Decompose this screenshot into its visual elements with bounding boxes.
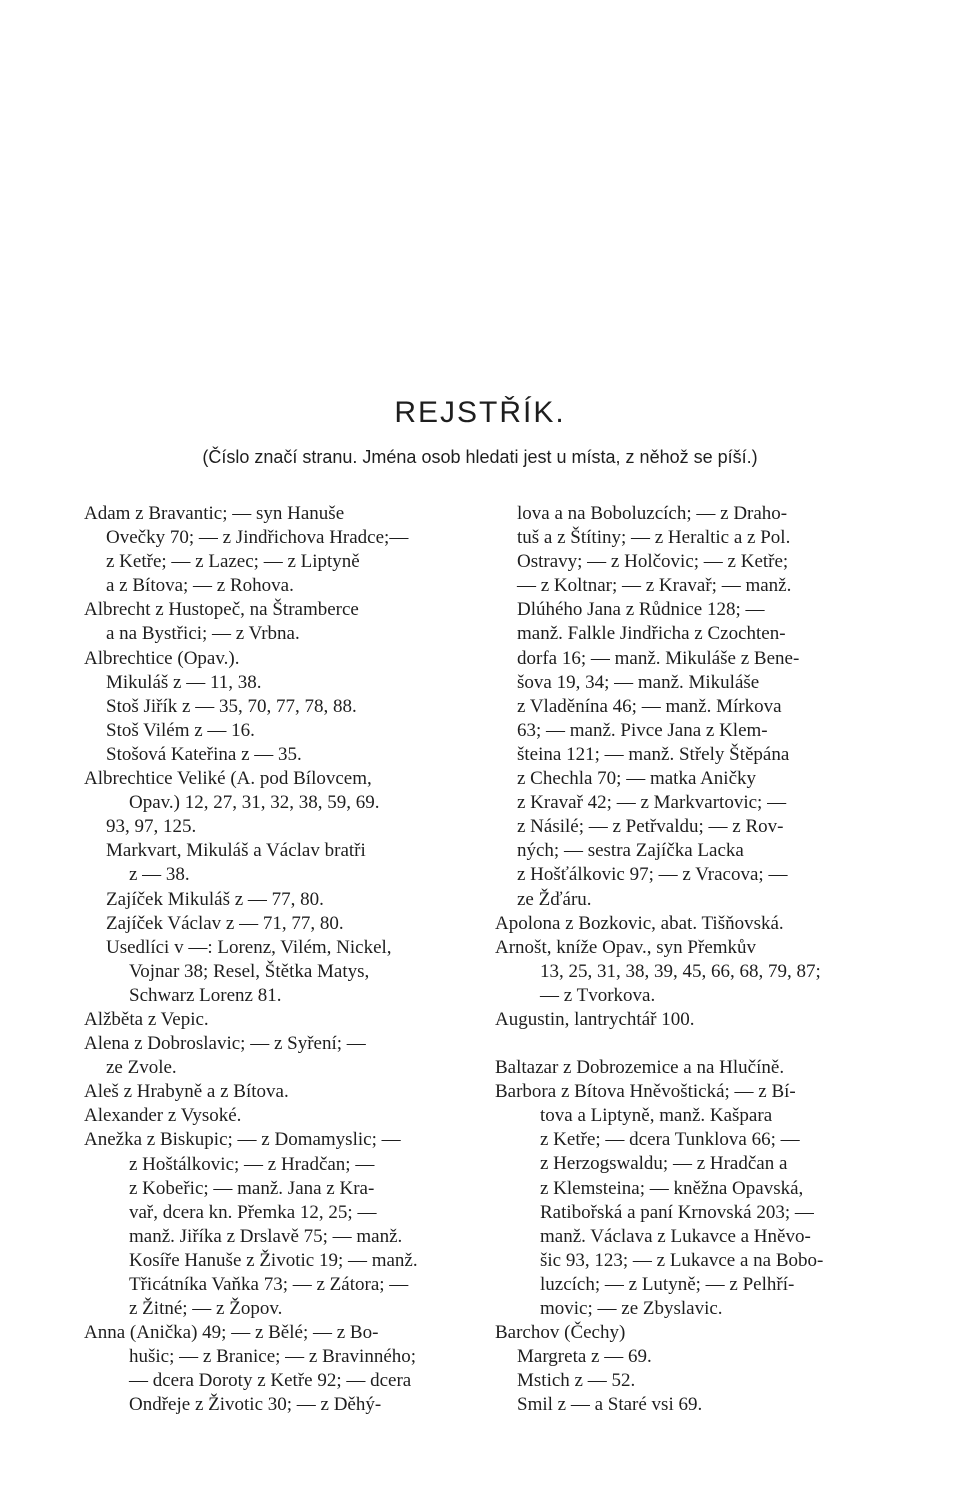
index-entry-continuation: Kosíře Hanuše z Životic 19; — manž. <box>129 1249 418 1271</box>
index-entry-continuation: z Hošťálkovic 97; — z Vracova; — <box>517 864 788 886</box>
index-entry-continuation: z Chechla 70; — matka Aničky <box>517 768 757 790</box>
index-entry-line: Barchov (Čechy) <box>495 1322 626 1344</box>
index-entry-continuation: lova a na Boboluzcích; — z Draho- <box>517 503 788 524</box>
index-entry-continuation: movic; — ze Zbyslavic. <box>540 1298 723 1319</box>
index-entry-continuation: manž. Jiříka z Drslavě 75; — manž. <box>129 1225 403 1247</box>
index-entry-continuation: tuš a z Štítiny; — z Heraltic a z Pol. <box>517 527 791 549</box>
index-entry-continuation: luzcích; — z Lutyně; — z Pelhří- <box>540 1273 795 1295</box>
index-entry-continuation: ze Zvole. <box>106 1057 177 1079</box>
index-entry-line: Augustin, lantrychtář 100. <box>495 1008 695 1030</box>
index-entry-line: Albrecht z Hustopeč, na Štramberce <box>84 599 359 621</box>
index-entry-continuation: z Násilé; — z Petřvaldu; — z Rov- <box>517 816 784 838</box>
index-entry-continuation: šteina 121; — manž. Střely Štěpána <box>517 743 790 765</box>
index-entry-line: Aleš z Hrabyně a z Bítova. <box>84 1081 289 1103</box>
index-entry-continuation: Zajíček Václav z — 71, 77, 80. <box>106 912 344 934</box>
index-entry-line <box>495 1032 877 1056</box>
index-entry-line: Alexander z Vysoké. <box>84 1105 242 1127</box>
index-entry-line: Alena z Dobroslavic; — z Syření; — <box>84 1033 366 1055</box>
index-entry-continuation: šova 19, 34; — manž. Mikuláše <box>517 671 760 693</box>
index-entry-continuation: z Kobeřic; — manž. Jana z Kra- <box>129 1177 375 1199</box>
index-entry-line: Albrechtice (Opav.). <box>84 647 240 669</box>
index-entry-continuation: Zajíček Mikuláš z — 77, 80. <box>106 888 324 910</box>
index-entry-continuation: Ondřeje z Životic 30; — z Děhý- <box>129 1394 382 1416</box>
index-entry-continuation: Dlúhého Jana z Růdnice 128; — <box>517 599 765 621</box>
index-entry-continuation: Usedlíci v —: Lorenz, Vilém, Nickel, <box>106 936 392 958</box>
index-entry-continuation: ných; — sestra Zajíčka Lacka <box>517 840 744 862</box>
index-entry-continuation: — dcera Doroty z Ketře 92; — dcera <box>129 1370 412 1392</box>
index-entry-continuation: hušic; — z Branice; — z Bravinného; <box>129 1346 417 1368</box>
index-entry-continuation: Třicátníka Vaňka 73; — z Zátora; — <box>129 1274 409 1295</box>
index-entry-continuation: šic 93, 123; — z Lukavce a na Bobo- <box>540 1249 824 1271</box>
index-entry-continuation: Opav.) 12, 27, 31, 32, 38, 59, 69. <box>129 792 380 814</box>
index-entry-continuation: Mstich z — 52. <box>517 1370 636 1392</box>
index-entry-line: Anna (Anička) 49; — z Bělé; — z Bo- <box>84 1322 379 1344</box>
index-entry-continuation: manž. Václava z Lukavce a Hněvo- <box>540 1225 811 1247</box>
index-entry-line: Anežka z Biskupic; — z Domamyslic; — <box>84 1129 401 1151</box>
left-index-column <box>84 502 474 1418</box>
index-entry-continuation: Ratibořská a paní Krnovská 203; — <box>540 1201 814 1223</box>
index-entry-continuation: z Klemsteina; — kněžna Opavská, <box>540 1177 804 1199</box>
index-entry-line: Albrechtice Veliké (A. pod Bílovcem, <box>84 768 372 790</box>
index-entry-continuation: Ovečky 70; — z Jindřichova Hradce;— <box>106 527 409 549</box>
index-entry-continuation: z Žitné; — z Žopov. <box>129 1298 283 1320</box>
index-entry-continuation: Stoš Vilém z — 16. <box>106 719 255 741</box>
index-entry-continuation: manž. Falkle Jindřicha z Czochten- <box>517 623 786 645</box>
index-entry-line: Apolona z Bozkovic, abat. Tišňovská. <box>495 912 784 934</box>
index-entry-continuation: Schwarz Lorenz 81. <box>129 984 282 1006</box>
index-entry-line: Barbora z Bítova Hněvoštická; — z Bí- <box>495 1081 796 1103</box>
index-entry-continuation: z Vladěnína 46; — manž. Mírkova <box>517 695 782 717</box>
index-entry-continuation: z Ketře; — dcera Tunklova 66; — <box>540 1129 800 1151</box>
index-entry-continuation: Margreta z — 69. <box>517 1346 652 1368</box>
index-entry-continuation: Ostravy; — z Holčovic; — z Ketře; <box>517 551 789 573</box>
index-entry-continuation: Mikuláš z — 11, 38. <box>106 671 262 693</box>
index-entry-line: Adam z Bravantic; — syn Hanuše <box>84 503 345 524</box>
index-entry-continuation: — z Tvorkova. <box>540 984 656 1006</box>
index-entry-continuation: Smil z — a Staré vsi 69. <box>517 1394 703 1416</box>
index-entry-continuation: ze Žďáru. <box>517 888 592 910</box>
index-entry-continuation: Stošová Kateřina z — 35. <box>106 743 302 765</box>
index-entry-continuation: a z Bítova; — z Rohova. <box>106 575 294 597</box>
index-entry-continuation: z Hoštálkovic; — z Hradčan; — <box>129 1153 375 1175</box>
index-entry-continuation: z Ketře; — z Lazec; — z Liptyně <box>106 551 360 573</box>
index-entry-continuation: z — 38. <box>129 864 190 886</box>
index-entry-line: Arnošt, kníže Opav., syn Přemkův <box>495 936 757 958</box>
index-entry-continuation: — z Koltnar; — z Kravař; — manž. <box>517 575 792 597</box>
index-entry-continuation: z Kravař 42; — z Markvartovic; — <box>517 792 787 814</box>
index-entry-continuation: Markvart, Mikuláš a Václav bratři <box>106 840 366 862</box>
index-entry-continuation: 93, 97, 125. <box>106 816 197 838</box>
right-index-column <box>495 502 877 1417</box>
index-subtitle: (Číslo značí stranu. Jména osob hledati jest u místa, z něhož se píší.) <box>202 447 758 467</box>
index-entry-continuation: Vojnar 38; Resel, Štětka Matys, <box>129 960 370 982</box>
index-entry-continuation: tova a Liptyně, manž. Kašpara <box>540 1105 773 1127</box>
index-entry-continuation: dorfa 16; — manž. Mikuláše z Bene- <box>517 647 800 669</box>
index-entry-continuation: z Herzogswaldu; — z Hradčan a <box>540 1153 788 1175</box>
index-entry-continuation: Stoš Jiřík z — 35, 70, 77, 78, 88. <box>106 695 357 717</box>
index-entry-continuation: a na Bystřici; — z Vrbna. <box>106 623 300 645</box>
index-entry-continuation: 13, 25, 31, 38, 39, 45, 66, 68, 79, 87; <box>540 960 821 982</box>
index-entry-continuation: vař, dcera kn. Přemka 12, 25; — <box>129 1201 377 1223</box>
index-title: REJSTŘÍK. <box>394 396 566 429</box>
index-entry-line: Alžběta z Vepic. <box>84 1008 209 1030</box>
index-entry-continuation: 63; — manž. Pivce Jana z Klem- <box>517 719 768 741</box>
index-entry-line: Baltazar z Dobrozemice a na Hlučíně. <box>495 1057 785 1079</box>
